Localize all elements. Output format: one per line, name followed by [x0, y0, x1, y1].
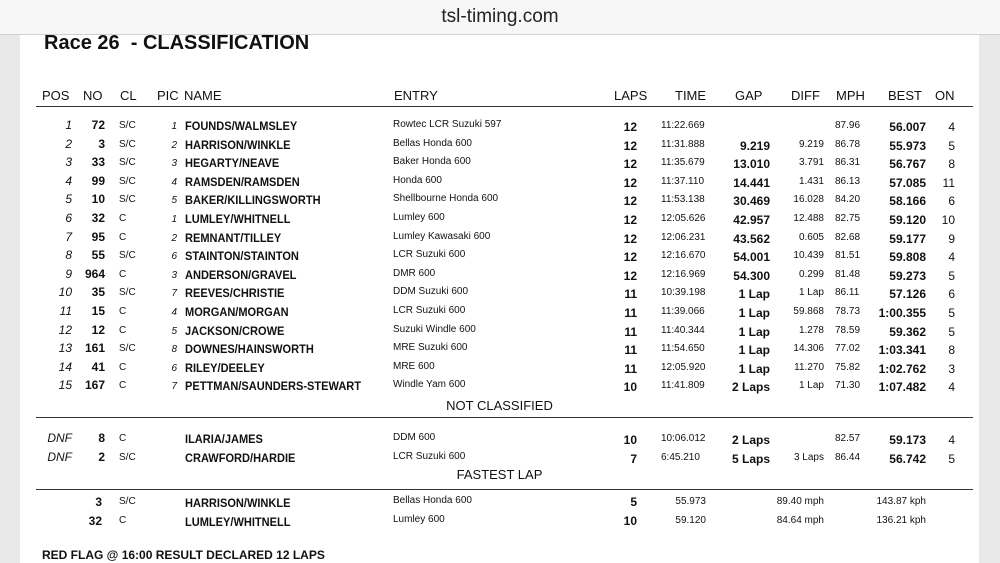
cell-lap: 5 — [630, 495, 637, 509]
header-divider — [36, 106, 973, 107]
cell-name: REMNANT/TILLEY — [185, 230, 282, 245]
cell-entry: LCR Suzuki 600 — [393, 305, 466, 316]
cell-name: JACKSON/CROWE — [185, 323, 285, 338]
cell-no: 95 — [91, 229, 105, 244]
cell-mph: 86.11 — [835, 287, 860, 299]
cell-class: S/C — [119, 496, 136, 507]
cell-on: 9 — [948, 231, 955, 246]
cell-pic: 3 — [171, 158, 177, 170]
cell-lap-time: 59.120 — [675, 514, 706, 526]
cell-pic: 4 — [171, 307, 177, 318]
cell-entry: Honda 600 — [393, 174, 442, 186]
cell-class: S/C — [119, 138, 136, 150]
cell-pos: 14 — [58, 359, 72, 374]
cell-mph: 89.40 mph — [776, 496, 824, 507]
cell-diff: 1.278 — [798, 324, 824, 336]
cell-laps: 12 — [623, 213, 637, 227]
cell-best: 59.177 — [889, 231, 926, 246]
cell-pos: DNF — [47, 431, 72, 445]
cell-laps: 12 — [623, 268, 637, 283]
cell-mph: 87.96 — [835, 120, 861, 131]
cell-pic: 7 — [171, 288, 177, 300]
cell-diff: 1.431 — [798, 175, 824, 187]
cell-laps: 11 — [624, 343, 637, 358]
cell-laps: 10 — [623, 433, 637, 447]
cell-best: 59.173 — [889, 433, 926, 447]
cell-best: 59.120 — [889, 213, 926, 227]
browser-address-bar[interactable] — [0, 0, 1000, 35]
cell-laps: 11 — [624, 361, 637, 376]
header-on: ON — [935, 88, 955, 103]
cell-name: REEVES/CHRISTIE — [185, 286, 285, 301]
cell-on: 5 — [948, 324, 955, 339]
cell-no: 99 — [91, 173, 105, 188]
cell-pic: 3 — [171, 269, 177, 281]
cell-pos: 5 — [65, 192, 72, 207]
cell-mph: 81.48 — [835, 268, 861, 280]
cell-entry: Shellbourne Honda 600 — [393, 193, 499, 205]
cell-no: 167 — [84, 378, 105, 393]
cell-mph: 86.31 — [835, 157, 861, 169]
cell-time: 11:35.679 — [661, 157, 705, 169]
cell-mph: 82.75 — [835, 213, 861, 224]
cell-time: 11:37.110 — [661, 175, 705, 187]
cell-time: 11:31.888 — [661, 138, 705, 150]
cell-gap: 42.957 — [733, 213, 770, 227]
cell-entry: Lumley 600 — [393, 212, 445, 223]
cell-on: 5 — [948, 451, 955, 466]
cell-time: 10:06.012 — [661, 433, 706, 444]
cell-mph: 86.13 — [835, 175, 861, 187]
cell-pic: 5 — [171, 325, 177, 337]
not-classified-heading: NOT CLASSIFIED — [446, 398, 553, 413]
cell-gap: 54.001 — [733, 250, 770, 265]
cell-laps: 12 — [623, 231, 637, 246]
cell-gap: 30.469 — [733, 194, 770, 209]
cell-no: 161 — [84, 341, 105, 356]
cell-no: 10 — [91, 192, 105, 207]
cell-entry: Lumley Kawasaki 600 — [393, 230, 491, 242]
cell-no: 8 — [98, 431, 105, 445]
cell-name: LUMLEY/WHITNELL — [185, 212, 291, 226]
cell-no: 15 — [91, 304, 105, 318]
cell-diff: 3 Laps — [793, 451, 824, 463]
cell-pos: 3 — [65, 155, 72, 170]
cell-on: 6 — [948, 194, 955, 209]
cell-class: S/C — [119, 175, 136, 187]
cell-time: 12:16.670 — [661, 250, 706, 262]
cell-no: 41 — [91, 359, 105, 374]
cell-class: C — [119, 213, 127, 224]
cell-class: S/C — [119, 157, 136, 169]
cell-best: 59.362 — [889, 324, 926, 339]
cell-pos: 7 — [65, 229, 72, 244]
header-gap: GAP — [735, 88, 763, 103]
cell-time: 10:39.198 — [661, 287, 706, 299]
cell-class: C — [119, 433, 127, 444]
cell-mph: 78.59 — [835, 324, 861, 336]
cell-laps: 12 — [623, 175, 637, 190]
cell-class: S/C — [119, 287, 136, 299]
cell-on: 8 — [948, 343, 955, 358]
header-cl: CL — [120, 88, 137, 103]
cell-no: 3 — [95, 495, 102, 509]
header-laps: LAPS — [614, 88, 648, 103]
cell-class: C — [119, 306, 127, 317]
cell-pos: 2 — [65, 136, 72, 151]
url-text[interactable]: tsl-timing.com — [441, 6, 559, 27]
cell-laps: 7 — [630, 451, 637, 466]
cell-diff: 59.868 — [793, 306, 824, 317]
cell-time: 11:40.344 — [661, 324, 705, 336]
cell-on: 10 — [941, 213, 955, 227]
cell-gap: 13.010 — [733, 157, 770, 172]
cell-pos: 4 — [65, 173, 72, 188]
cell-diff: 1 Lap — [798, 287, 824, 299]
cell-time: 11:54.650 — [661, 343, 705, 355]
cell-entry: Lumley 600 — [393, 513, 445, 525]
cell-class: C — [119, 324, 127, 336]
cell-entry: LCR Suzuki 600 — [393, 450, 466, 462]
cell-laps: 12 — [623, 120, 637, 134]
fastest-lap-heading: FASTEST LAP — [456, 467, 543, 482]
cell-laps: 11 — [624, 324, 637, 339]
cell-laps: 12 — [623, 250, 637, 265]
cell-name: HARRISON/WINKLE — [185, 137, 291, 152]
cell-entry: DMR 600 — [393, 267, 436, 279]
cell-time: 11:53.138 — [661, 194, 705, 206]
cell-no: 12 — [91, 322, 105, 337]
cell-no: 33 — [91, 155, 105, 170]
cell-time: 11:41.809 — [661, 380, 705, 392]
cell-time: 12:06.231 — [661, 231, 706, 243]
cell-entry: LCR Suzuki 600 — [393, 249, 466, 261]
cell-entry: MRE 600 — [393, 360, 435, 372]
race-footer-note: RED FLAG @ 16:00 RESULT DECLARED 12 LAPS — [42, 548, 325, 562]
cell-no: 32 — [91, 211, 105, 225]
cell-best: 1:02.762 — [878, 361, 926, 376]
cell-pos: 15 — [58, 378, 72, 393]
cell-class: C — [119, 268, 127, 280]
cell-gap: 1 Lap — [738, 361, 770, 376]
cell-mph: 84.64 mph — [776, 514, 824, 526]
cell-on: 6 — [948, 287, 955, 302]
cell-gap: 9.219 — [739, 138, 770, 153]
cell-class: S/C — [119, 343, 136, 355]
cell-diff: 9.219 — [798, 138, 824, 150]
cell-pic: 8 — [171, 344, 177, 356]
cell-class: C — [119, 514, 127, 526]
cell-mph: 75.82 — [835, 361, 861, 373]
header-diff: DIFF — [791, 88, 820, 103]
cell-laps: 12 — [623, 194, 637, 209]
cell-name: FOUNDS/WALMSLEY — [185, 119, 298, 133]
cell-on: 8 — [948, 157, 955, 172]
cell-laps: 11 — [624, 306, 637, 320]
cell-entry: Windle Yam 600 — [393, 379, 466, 391]
cell-no: 32 — [88, 513, 102, 528]
cell-lap: 10 — [623, 513, 637, 528]
cell-time: 12:16.969 — [661, 268, 706, 280]
cell-entry: DDM 600 — [393, 432, 436, 443]
header-name: NAME — [184, 88, 222, 103]
cell-gap: 43.562 — [733, 231, 770, 246]
cell-pic: 7 — [171, 381, 177, 393]
cell-entry: Suzuki Windle 600 — [393, 323, 476, 335]
cell-name: ANDERSON/GRAVEL — [185, 267, 297, 282]
cell-gap: 2 Laps — [731, 433, 770, 447]
cell-diff: 0.299 — [798, 268, 824, 280]
header-best: BEST — [888, 88, 922, 103]
cell-on: 4 — [948, 120, 955, 134]
cell-pos: 1 — [65, 118, 72, 132]
cell-pos: 11 — [59, 304, 72, 318]
cell-gap: 5 Laps — [731, 451, 770, 466]
cell-lap-time: 55.973 — [675, 496, 706, 507]
cell-entry: MRE Suzuki 600 — [393, 342, 468, 354]
cell-entry: Bellas Honda 600 — [393, 137, 472, 149]
cell-pic: 5 — [171, 195, 177, 207]
cell-gap: 1 Lap — [738, 343, 770, 358]
cell-no: 72 — [91, 118, 105, 132]
cell-on: 3 — [948, 361, 955, 376]
cell-best: 59.808 — [889, 250, 926, 265]
cell-pos: 9 — [65, 266, 72, 281]
not-classified-divider — [36, 417, 973, 418]
cell-best: 59.273 — [889, 268, 926, 283]
cell-pic: 2 — [171, 232, 177, 244]
header-time: TIME — [675, 88, 707, 103]
cell-on: 5 — [948, 306, 955, 320]
cell-pos: 8 — [65, 248, 72, 263]
cell-entry: Rowtec LCR Suzuki 597 — [393, 119, 502, 130]
cell-mph: 82.68 — [835, 231, 861, 243]
classification-document — [20, 32, 979, 563]
cell-on: 4 — [948, 250, 955, 265]
cell-mph: 77.02 — [835, 343, 861, 355]
cell-best: 1:03.341 — [878, 343, 926, 358]
cell-mph: 81.51 — [835, 250, 861, 262]
cell-class: S/C — [119, 120, 136, 131]
header-no: NO — [83, 88, 103, 103]
cell-gap: 1 Lap — [738, 287, 770, 302]
cell-gap: 54.300 — [733, 268, 770, 283]
cell-pos: 12 — [58, 322, 72, 337]
cell-name: RILEY/DEELEY — [185, 360, 265, 375]
cell-diff: 3.791 — [798, 157, 824, 169]
cell-pic: 1 — [171, 214, 177, 225]
cell-name: STAINTON/STAINTON — [185, 249, 299, 264]
cell-class: S/C — [119, 194, 136, 206]
cell-pic: 2 — [171, 139, 177, 151]
cell-time: 12:05.626 — [661, 213, 706, 224]
cell-laps: 10 — [623, 380, 637, 395]
cell-best: 1:00.355 — [878, 306, 926, 320]
cell-best: 55.973 — [889, 138, 926, 153]
header-pic: PIC — [157, 88, 179, 103]
cell-best: 1:07.482 — [878, 380, 926, 395]
cell-laps: 11 — [624, 287, 637, 302]
cell-gap: 2 Laps — [731, 380, 770, 395]
cell-no: 964 — [84, 266, 105, 281]
cell-entry: DDM Suzuki 600 — [393, 286, 469, 298]
cell-no: 35 — [91, 285, 105, 300]
fastest-lap-divider — [36, 489, 973, 490]
cell-best: 56.742 — [889, 451, 926, 466]
cell-mph: 71.30 — [835, 380, 861, 392]
cell-mph: 82.57 — [835, 433, 861, 444]
cell-name: BAKER/KILLINGSWORTH — [185, 193, 321, 208]
cell-kph: 143.87 kph — [876, 496, 926, 507]
header-mph: MPH — [836, 88, 865, 103]
cell-time: 6:45.210 — [661, 451, 700, 463]
cell-class: C — [119, 361, 127, 373]
cell-diff: 16.028 — [793, 194, 824, 206]
cell-entry: Baker Honda 600 — [393, 156, 471, 168]
cell-diff: 0.605 — [798, 231, 824, 243]
cell-gap: 1 Lap — [738, 306, 770, 320]
cell-kph: 136.21 kph — [876, 514, 926, 526]
cell-name: RAMSDEN/RAMSDEN — [185, 174, 300, 189]
cell-name: PETTMAN/SAUNDERS-STEWART — [185, 379, 362, 394]
page-title: Race 26 - CLASSIFICATION — [44, 32, 310, 54]
cell-mph: 84.20 — [835, 194, 861, 206]
cell-gap: 14.441 — [733, 175, 770, 190]
cell-best: 56.007 — [889, 120, 926, 134]
cell-time: 11:22.669 — [661, 120, 705, 131]
cell-best: 57.126 — [889, 287, 926, 302]
cell-mph: 78.73 — [835, 306, 861, 317]
cell-on: 11 — [942, 175, 955, 190]
cell-mph: 86.44 — [835, 451, 861, 463]
cell-on: 4 — [948, 433, 955, 447]
cell-entry: Bellas Honda 600 — [393, 495, 472, 506]
cell-pos: 13 — [58, 341, 72, 356]
cell-pos: DNF — [47, 449, 72, 464]
cell-no: 3 — [98, 136, 105, 151]
cell-on: 4 — [948, 380, 955, 395]
cell-on: 5 — [948, 268, 955, 283]
header-entry: ENTRY — [394, 88, 438, 103]
cell-no: 55 — [91, 248, 105, 263]
cell-best: 57.085 — [889, 175, 926, 190]
cell-pic: 6 — [171, 251, 177, 263]
cell-class: S/C — [119, 250, 136, 262]
cell-name: LUMLEY/WHITNELL — [185, 514, 291, 529]
cell-pic: 4 — [171, 176, 177, 188]
cell-no: 2 — [98, 449, 105, 464]
cell-pos: 10 — [58, 285, 72, 300]
cell-diff: 14.306 — [793, 343, 824, 355]
cell-diff: 11.270 — [794, 361, 824, 373]
cell-name: MORGAN/MORGAN — [185, 305, 289, 319]
cell-pic: 6 — [171, 362, 177, 374]
cell-laps: 12 — [623, 157, 637, 172]
cell-on: 5 — [948, 138, 955, 153]
cell-time: 11:39.066 — [661, 306, 705, 317]
cell-laps: 12 — [623, 138, 637, 153]
cell-pic: 1 — [171, 121, 177, 132]
cell-name: HARRISON/WINKLE — [185, 496, 291, 510]
cell-name: DOWNES/HAINSWORTH — [185, 342, 314, 357]
header-pos: POS — [42, 88, 70, 103]
cell-diff: 12.488 — [793, 213, 824, 224]
cell-pos: 6 — [65, 211, 72, 225]
cell-best: 58.166 — [889, 194, 926, 209]
cell-class: C — [119, 231, 127, 243]
cell-gap: 1 Lap — [738, 324, 770, 339]
cell-time: 12:05.920 — [661, 361, 706, 373]
cell-diff: 10.439 — [793, 250, 824, 262]
cell-diff: 1 Lap — [798, 380, 824, 392]
cell-class: S/C — [119, 451, 136, 463]
cell-class: C — [119, 380, 127, 392]
cell-name: CRAWFORD/HARDIE — [185, 450, 296, 465]
cell-mph: 86.78 — [835, 138, 861, 150]
cell-name: HEGARTY/NEAVE — [185, 156, 280, 171]
cell-best: 56.767 — [889, 157, 926, 172]
cell-name: ILARIA/JAMES — [185, 432, 263, 446]
